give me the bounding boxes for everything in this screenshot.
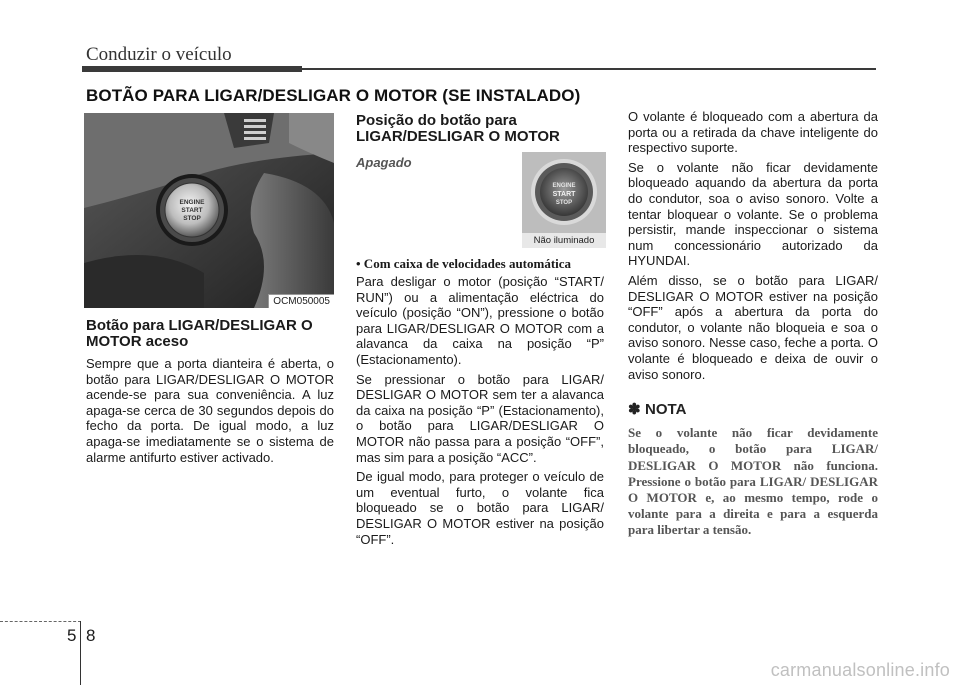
small-button-photo — [522, 152, 606, 248]
small-button-line1: ENGINE — [552, 183, 576, 189]
engine-button-photo — [84, 113, 334, 308]
header-rule-thin — [302, 68, 876, 70]
right-paragraph-1: O volante é bloqueado com a abertura da porta ou a retirada da chave inteligente do respectivo suporte. — [628, 109, 878, 156]
middle-paragraph-2: Se pressionar o botão para LIGAR/ DESLIGAR O MOTOR sem ter a alavanca da caixa na posição “P” (Estacionamento), o botão para LIGAR/DESLIGAR O MOTOR não passa para a posição “OFF”, mas sim para a posição “ACC”. — [356, 371, 604, 465]
middle-paragraph-1: Para desligar o motor (posição “START/ RUN”) ou a alimentação eléctrica do veículo (posição “ON”), pressione o botão para LIGAR/DESLIGAR O MOTOR com a alavanca da caixa na posição “P” (Estacionamento). — [356, 274, 604, 367]
bullet-automatic: • Com caixa de velocidades automática — [356, 256, 572, 271]
header-rule-thick — [82, 66, 302, 72]
photo-button-line2: START — [181, 207, 203, 214]
footer-dashed-rule — [0, 621, 81, 623]
left-paragraph: Sempre que a porta dianteira é aberta, o botão para LIGAR/DESLIGAR O MOTOR acende-se para sua conveniência. A luz apaga-se cerca de 30 segundos depois do fecho da porta. De igual modo, a luz apaga-se imediatamente se o sistema de alarme antifurto estiver activado. — [86, 356, 334, 465]
right-paragraph-2: Se o volante não ficar devidamente bloqueado aquando da abertura da porta do condutor, soa o aviso sonoro. Volte a tentar bloquear o volante. Se o problema persistir, mande inspeccionar o sistema num concessionário autorizado da HYUNDAI. — [628, 159, 878, 269]
right-paragraph-3: Além disso, se o botão para LIGAR/ DESLIGAR O MOTOR estiver na posição “OFF” após a abertura da porta do condutor, o volante não bloqueia e soa o aviso sonoro. Nesse caso, feche a porta. O volante é bloqueado e deixa de ouvir o aviso sonoro. — [628, 272, 878, 382]
nota-title: NOTA — [645, 401, 687, 419]
chapter-title: Conduzir o veículo — [86, 44, 232, 65]
middle-column-text — [356, 256, 604, 551]
photo-button-line3: STOP — [183, 215, 201, 222]
middle-heading: Posição do botão para LIGAR/DESLIGAR O MOTOR — [356, 112, 560, 145]
small-button-line3: STOP — [555, 200, 573, 206]
middle-paragraph-3: De igual modo, para proteger o veículo de um eventual furto, o volante fica bloqueado se o botão para LIGAR/ DESLIGAR O MOTOR estiver na posição “OFF”. — [356, 469, 604, 547]
nota-icon: ✽ — [628, 401, 641, 419]
small-photo-caption: Não iluminado — [522, 233, 606, 248]
small-button-line2: START — [552, 191, 576, 198]
page-number: 8 — [86, 626, 96, 645]
photo-button-line1: ENGINE — [179, 199, 205, 206]
right-column — [628, 109, 878, 539]
nota-text: Se o volante não ficar devidamente bloqueado, o botão para LIGAR/ DESLIGAR O MOTOR não funciona. Pressione o botão para LIGAR/ DESLIGAR O MOTOR e, ao mesmo tempo, rode o volante para a direita e para a esquerda para libertar a tensão. — [628, 425, 878, 538]
watermark: carmanualsonline.info — [770, 660, 950, 680]
dashboard-illustration — [84, 113, 334, 308]
nota-header — [628, 400, 878, 419]
left-heading: Botão para LIGAR/DESLIGAR O MOTOR aceso — [86, 317, 313, 350]
chapter-number: 5 — [67, 626, 77, 645]
photo-code: OCM050005 — [268, 294, 334, 308]
left-column — [86, 318, 334, 469]
footer-vertical-rule — [80, 621, 81, 685]
section-title: BOTÃO PARA LIGAR/DESLIGAR O MOTOR (SE INSTALADO) — [86, 86, 581, 105]
small-button-illustration — [522, 152, 606, 233]
off-label: Apagado — [356, 155, 412, 170]
